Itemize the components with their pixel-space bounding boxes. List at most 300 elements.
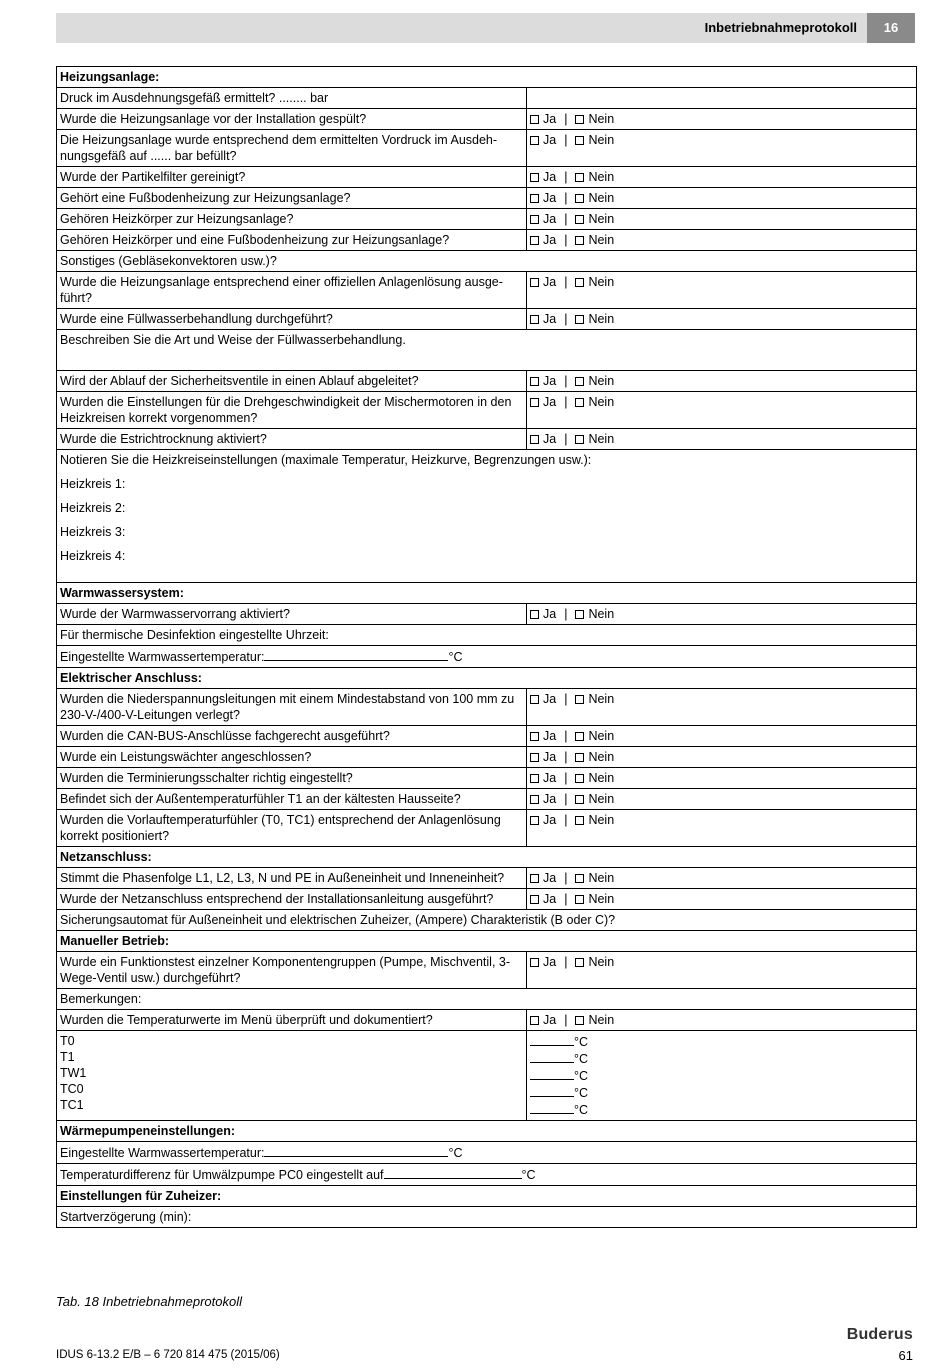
option-separator: | [564,212,568,226]
sensor-value-field[interactable] [530,1084,913,1101]
yes-no-field[interactable] [527,209,917,230]
yes-no-field[interactable] [527,952,917,989]
option-label: Nein [588,771,615,785]
option-nein[interactable] [575,750,614,764]
blank-line[interactable] [530,1033,574,1046]
option-label: Nein [588,432,615,446]
option-label: Nein [588,792,615,806]
sensor-name: TW1 [60,1066,87,1080]
checkbox-icon[interactable] [530,136,539,145]
table-row [57,1207,917,1228]
table-row [57,1142,917,1164]
question-cell[interactable]: Bemerkungen: [57,989,917,1010]
option-label: Ja [543,312,557,326]
protocol-table [56,66,917,1228]
header-title: Inbetriebnahmeprotokoll [704,20,857,35]
option-ja[interactable] [530,212,556,226]
checkbox-icon[interactable] [575,173,584,182]
option-ja[interactable] [530,112,556,126]
option-label: Nein [588,813,615,827]
unit-label: °C [574,1086,589,1100]
question-cell: Wurde der Warmwasservorrang aktiviert? [57,604,527,625]
option-label: Nein [588,170,615,184]
section-row [57,847,917,868]
option-separator: | [564,374,568,388]
option-label: Ja [543,395,557,409]
question-cell[interactable]: Beschreiben Sie die Art und Weise der Füllwasserbehandlung. [57,330,917,371]
sensor-name: T1 [60,1050,75,1064]
table-row [57,371,917,392]
question-cell: Die Heizungsanlage wurde entsprechend dem ermittelten Vordruck im Ausdeh-nungsgefäß auf ...... bar befüllt? [57,130,527,167]
option-label: Ja [543,750,557,764]
option-separator: | [564,312,568,326]
option-label: Ja [543,1013,557,1027]
checkbox-icon[interactable] [575,874,584,883]
sensor-name: T0 [60,1034,75,1048]
option-separator: | [564,955,568,969]
option-separator: | [564,892,568,906]
option-separator: | [564,432,568,446]
blank-line[interactable] [530,1101,574,1114]
table-row [57,889,917,910]
checkbox-icon[interactable] [530,115,539,124]
option-separator: | [564,792,568,806]
option-nein[interactable] [575,1013,614,1027]
checkbox-icon[interactable] [530,236,539,245]
yes-no-field[interactable] [527,429,917,450]
option-nein[interactable] [575,607,614,621]
brand-logo: Buderus [846,1326,913,1343]
sensor-names-cell [57,1031,527,1121]
checkbox-icon[interactable] [530,194,539,203]
heating-circuits-prompt: Notieren Sie die Heizkreiseinstellungen (maximale Temperatur, Heizkurve, Begrenzungen usw.): [60,453,592,467]
option-ja[interactable] [530,432,556,446]
option-separator: | [564,813,568,827]
question-cell: Wird der Ablauf der Sicherheitsventile in einen Ablauf abgeleitet? [57,371,527,392]
checkbox-icon[interactable] [530,1016,539,1025]
option-label: Ja [543,112,557,126]
table-row [57,625,917,646]
option-label: Ja [543,607,557,621]
question-cell: Wurde die Estrichtrocknung aktiviert? [57,429,527,450]
unit-label: °C [574,1035,589,1049]
pump-diff-cell[interactable] [57,1164,917,1186]
option-label: Nein [588,750,615,764]
checkbox-icon[interactable] [575,816,584,825]
section-manual: Manueller Betrieb: [57,931,917,952]
sensor-value-field[interactable] [530,1033,913,1050]
question-cell[interactable]: Sonstiges (Gebläsekonvektoren usw.)? [57,251,917,272]
option-ja[interactable] [530,233,556,247]
option-label: Nein [588,312,615,326]
yes-no-field[interactable] [527,167,917,188]
section-mains: Netzanschluss: [57,847,917,868]
option-label: Ja [543,170,557,184]
option-nein[interactable] [575,892,614,906]
checkbox-icon[interactable] [530,895,539,904]
table-row [57,646,917,668]
option-label: Ja [543,692,557,706]
question-cell: Wurden die Einstellungen für die Drehgeschwindigkeit der Mischermotoren in den Heizkreisen korrekt vorgenommen? [57,392,527,429]
checkbox-icon[interactable] [575,610,584,619]
unit-label: °C [521,1168,536,1182]
yes-no-field[interactable] [527,109,917,130]
option-separator: | [564,233,568,247]
answer-cell[interactable] [527,88,917,109]
option-ja[interactable] [530,729,556,743]
yes-no-field[interactable] [527,689,917,726]
question-cell: Wurden die Temperaturwerte im Menü überprüft und dokumentiert? [57,1010,527,1031]
option-nein[interactable] [575,432,614,446]
heating-circuits-cell[interactable] [57,450,917,583]
option-label: Nein [588,607,615,621]
checkbox-icon[interactable] [530,215,539,224]
yes-no-field[interactable] [527,1010,917,1031]
yes-no-field[interactable] [527,889,917,910]
option-nein[interactable] [575,212,614,226]
unit-label: °C [574,1069,589,1083]
yes-no-field[interactable] [527,789,917,810]
question-cell: Wurde die Heizungsanlage vor der Installation gespült? [57,109,527,130]
option-label: Ja [543,771,557,785]
sensor-value-field[interactable] [530,1101,913,1118]
table-row [57,989,917,1010]
option-nein[interactable] [575,792,614,806]
checkbox-icon[interactable] [530,278,539,287]
section-row [57,1186,917,1207]
pump-diff-label: Temperaturdifferenz für Umwälzpumpe PC0 eingestellt auf [60,1168,384,1182]
yes-no-field[interactable] [527,309,917,330]
blank-line[interactable] [384,1166,522,1179]
question-cell: Wurde ein Funktionstest einzelner Komponentengruppen (Pumpe, Mischventil, 3-Wege-Ventil usw.) durchgeführt? [57,952,527,989]
option-separator: | [564,729,568,743]
question-cell: Wurden die Niederspannungsleitungen mit einem Mindestabstand von 100 mm zu 230-V-/400-V-Leitungen verlegt? [57,689,527,726]
checkbox-icon[interactable] [575,136,584,145]
yes-no-field[interactable] [527,604,917,625]
option-label: Ja [543,955,557,969]
checkbox-icon[interactable] [575,194,584,203]
section-row [57,583,917,604]
option-ja[interactable] [530,191,556,205]
option-nein[interactable] [575,233,614,247]
option-nein[interactable] [575,692,614,706]
table-caption: Tab. 18 Inbetriebnahmeprotokoll [56,1294,242,1309]
option-ja[interactable] [530,813,556,827]
option-label: Nein [588,892,615,906]
option-label: Nein [588,374,615,388]
blank-line[interactable] [530,1084,574,1097]
checkbox-icon[interactable] [575,215,584,224]
option-label: Nein [588,233,615,247]
hp-temp-cell[interactable] [57,1142,917,1164]
option-nein[interactable] [575,374,614,388]
unit-label: °C [574,1052,589,1066]
question-cell: Wurde der Netzanschluss entsprechend der Installationsanleitung ausgeführt? [57,889,527,910]
checkbox-icon[interactable] [575,895,584,904]
heating-circuit-4: Heizkreis 4: [60,549,126,563]
table-row [57,309,917,330]
question-cell: Wurde ein Leistungswächter angeschlossen? [57,747,527,768]
option-nein[interactable] [575,312,614,326]
yes-no-field[interactable] [527,130,917,167]
question-cell: Wurden die CAN-BUS-Anschlüsse fachgerecht ausgeführt? [57,726,527,747]
option-label: Ja [543,212,557,226]
table-row [57,167,917,188]
table-row [57,209,917,230]
yes-no-field[interactable] [527,272,917,309]
option-nein[interactable] [575,275,614,289]
option-nein[interactable] [575,729,614,743]
section-row [57,931,917,952]
table-row [57,188,917,209]
option-label: Ja [543,792,557,806]
option-ja[interactable] [530,792,556,806]
option-separator: | [564,771,568,785]
option-separator: | [564,395,568,409]
option-separator: | [564,112,568,126]
section-aux-heater: Einstellungen für Zuheizer: [57,1186,917,1207]
checkbox-icon[interactable] [530,435,539,444]
option-label: Ja [543,729,557,743]
option-label: Ja [543,374,557,388]
option-label: Nein [588,112,615,126]
option-label: Ja [543,892,557,906]
page-header [56,13,915,43]
checkbox-icon[interactable] [530,695,539,704]
table-row [57,810,917,847]
table-row [57,747,917,768]
section-hot-water: Warmwassersystem: [57,583,917,604]
checkbox-icon[interactable] [575,1016,584,1025]
checkbox-icon[interactable] [575,315,584,324]
checkbox-icon[interactable] [530,610,539,619]
checkbox-icon[interactable] [530,173,539,182]
table-row [57,952,917,989]
table-row [57,789,917,810]
section-heating: Heizungsanlage: [57,67,917,88]
option-ja[interactable] [530,750,556,764]
option-label: Nein [588,729,615,743]
yes-no-field[interactable] [527,810,917,847]
question-cell: Gehören Heizkörper und eine Fußbodenheizung zur Heizungsanlage? [57,230,527,251]
option-label: Nein [588,191,615,205]
checkbox-icon[interactable] [575,278,584,287]
option-separator: | [564,1013,568,1027]
yes-no-field[interactable] [527,726,917,747]
table-row [57,429,917,450]
blank-line[interactable] [264,1144,448,1157]
option-ja[interactable] [530,692,556,706]
sensor-value-field[interactable] [530,1067,913,1084]
question-cell: Wurde die Heizungsanlage entsprechend einer offiziellen Anlagenlösung ausge-führt? [57,272,527,309]
option-ja[interactable] [530,771,556,785]
table-row [57,910,917,931]
heating-circuit-2: Heizkreis 2: [60,501,126,515]
question-cell: Stimmt die Phasenfolge L1, L2, L3, N und PE in Außeneinheit und Inneneinheit? [57,868,527,889]
checkbox-icon[interactable] [575,732,584,741]
option-ja[interactable] [530,1013,556,1027]
yes-no-field[interactable] [527,392,917,429]
option-ja[interactable] [530,312,556,326]
checkbox-icon[interactable] [530,315,539,324]
checkbox-icon[interactable] [575,398,584,407]
table-row [57,251,917,272]
section-heat-pump: Wärmepumpeneinstellungen: [57,1121,917,1142]
unit-label: °C [448,1146,463,1160]
option-label: Ja [543,275,557,289]
yes-no-field[interactable] [527,768,917,789]
sensor-name: TC0 [60,1082,84,1096]
checkbox-icon[interactable] [530,732,539,741]
option-label: Nein [588,133,615,147]
option-label: Nein [588,871,615,885]
table-row [57,392,917,429]
table-row [57,272,917,309]
question-cell[interactable]: Für thermische Desinfektion eingestellte Uhrzeit: [57,625,917,646]
option-separator: | [564,607,568,621]
section-row [57,668,917,689]
option-label: Nein [588,692,615,706]
question-cell: Wurde eine Füllwasserbehandlung durchgeführt? [57,309,527,330]
table-row [57,1164,917,1186]
checkbox-icon[interactable] [530,816,539,825]
blank-line[interactable] [530,1050,574,1063]
table-row [57,1031,917,1121]
option-label: Nein [588,212,615,226]
option-nein[interactable] [575,395,614,409]
option-label: Ja [543,432,557,446]
table-row [57,88,917,109]
option-nein[interactable] [575,191,614,205]
option-label: Nein [588,1013,615,1027]
option-nein[interactable] [575,133,614,147]
option-label: Nein [588,275,615,289]
option-separator: | [564,275,568,289]
blank-line[interactable] [264,648,448,661]
header-page-number: 16 [867,13,915,43]
footer-doc-id: IDUS 6-13.2 E/B – 6 720 814 475 (2015/06) [56,1349,280,1361]
table-row [57,1010,917,1031]
option-label: Ja [543,871,557,885]
table-row [57,726,917,747]
checkbox-icon[interactable] [575,236,584,245]
option-separator: | [564,692,568,706]
hot-water-temp-label: Eingestellte Warmwassertemperatur: [60,650,265,664]
option-ja[interactable] [530,395,556,409]
checkbox-icon[interactable] [530,795,539,804]
checkbox-icon[interactable] [575,435,584,444]
heating-circuit-1: Heizkreis 1: [60,477,126,491]
question-cell: Gehört eine Fußbodenheizung zur Heizungsanlage? [57,188,527,209]
table-row [57,109,917,130]
option-separator: | [564,133,568,147]
table-row [57,868,917,889]
hp-temp-label: Eingestellte Warmwassertemperatur: [60,1146,265,1160]
option-ja[interactable] [530,374,556,388]
question-cell: Befindet sich der Außentemperaturfühler T1 an der kältesten Hausseite? [57,789,527,810]
checkbox-icon[interactable] [575,695,584,704]
option-nein[interactable] [575,170,614,184]
sensor-value-field[interactable] [530,1050,913,1067]
option-label: Nein [588,395,615,409]
option-ja[interactable] [530,871,556,885]
checkbox-icon[interactable] [575,753,584,762]
footer-page-number: 61 [898,1348,913,1363]
checkbox-icon[interactable] [575,958,584,967]
section-row [57,67,917,88]
table-row [57,130,917,167]
question-cell: Wurden die Vorlauftemperaturfühler (T0, TC1) entsprechend der Anlagenlösung korrekt positioniert? [57,810,527,847]
hot-water-temp-cell[interactable] [57,646,917,668]
checkbox-icon[interactable] [530,774,539,783]
checkbox-icon[interactable] [575,774,584,783]
blank-line[interactable] [530,1067,574,1080]
section-row [57,1121,917,1142]
table-row [57,768,917,789]
option-nein[interactable] [575,771,614,785]
checkbox-icon[interactable] [530,377,539,386]
checkbox-icon[interactable] [530,753,539,762]
option-label: Ja [543,813,557,827]
question-cell[interactable]: Startverzögerung (min): [57,1207,917,1228]
heating-circuit-3: Heizkreis 3: [60,525,126,539]
checkbox-icon[interactable] [575,377,584,386]
yes-no-field[interactable] [527,371,917,392]
checkbox-icon[interactable] [530,958,539,967]
option-nein[interactable] [575,112,614,126]
question-cell: Wurde der Partikelfilter gereinigt? [57,167,527,188]
yes-no-field[interactable] [527,230,917,251]
option-ja[interactable] [530,955,556,969]
option-ja[interactable] [530,892,556,906]
option-separator: | [564,871,568,885]
question-cell: Wurden die Terminierungsschalter richtig eingestellt? [57,768,527,789]
checkbox-icon[interactable] [530,874,539,883]
table-row [57,604,917,625]
checkbox-icon[interactable] [575,795,584,804]
option-label: Ja [543,191,557,205]
checkbox-icon[interactable] [575,115,584,124]
table-row [57,450,917,583]
sensor-values-cell[interactable] [527,1031,917,1121]
option-nein[interactable] [575,955,614,969]
option-ja[interactable] [530,607,556,621]
table-row [57,230,917,251]
table-row [57,330,917,371]
option-label: Ja [543,233,557,247]
option-ja[interactable] [530,275,556,289]
option-label: Nein [588,955,615,969]
option-ja[interactable] [530,170,556,184]
yes-no-field[interactable] [527,747,917,768]
checkbox-icon[interactable] [530,398,539,407]
option-label: Ja [543,133,557,147]
unit-label: °C [448,650,463,664]
option-nein[interactable] [575,813,614,827]
option-separator: | [564,191,568,205]
option-ja[interactable] [530,133,556,147]
table-row [57,689,917,726]
option-nein[interactable] [575,871,614,885]
sensor-name: TC1 [60,1098,84,1112]
question-cell: Gehören Heizkörper zur Heizungsanlage? [57,209,527,230]
question-cell[interactable]: Sicherungsautomat für Außeneinheit und elektrischen Zuheizer, (Ampere) Charakteristik (B oder C)? [57,910,917,931]
yes-no-field[interactable] [527,188,917,209]
section-electrical: Elektrischer Anschluss: [57,668,917,689]
question-cell: Druck im Ausdehnungsgefäß ermittelt? ........ bar [57,88,527,109]
option-separator: | [564,170,568,184]
yes-no-field[interactable] [527,868,917,889]
